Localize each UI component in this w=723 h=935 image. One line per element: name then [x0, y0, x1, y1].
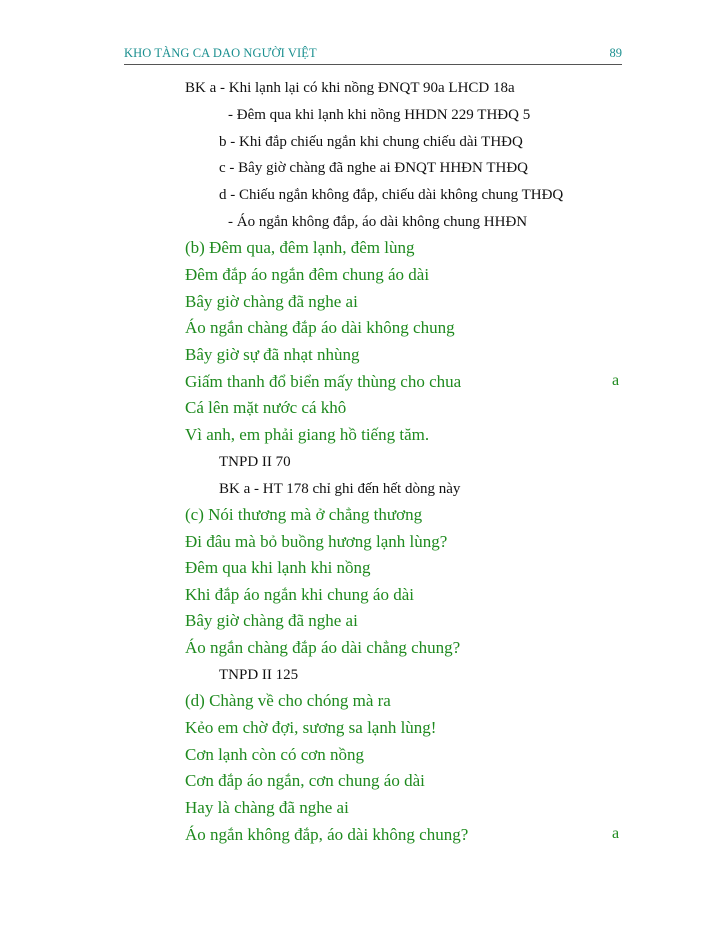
verse-line: Cơn lạnh còn có cơn nồng — [185, 745, 364, 764]
verse-line: Hay là chàng đã nghe ai — [185, 798, 349, 817]
verse-line: Giấm thanh đổ biển mấy thùng cho chua — [185, 372, 462, 391]
verse-line: Áo ngắn chàng đắp áo dài không chung — [185, 318, 455, 337]
variant-note: c - Bây giờ chàng đã nghe ai ĐNQT HHĐN THĐQ — [219, 160, 528, 176]
margin-marker: a — [612, 825, 620, 842]
margin-marker: a — [612, 372, 620, 389]
verse-line: Bây giờ sự đã nhạt nhùng — [185, 345, 360, 364]
verse-line: Áo ngắn chàng đắp áo dài chẳng chung? — [185, 638, 461, 657]
source-note: TNPD II 125 — [219, 667, 299, 683]
running-title: KHO TÀNG CA DAO NGƯỜI VIỆT — [124, 46, 317, 60]
verse-line: Đêm đắp áo ngắn đêm chung áo dài — [185, 265, 430, 284]
verse-line: Kẻo em chờ đợi, sương sa lạnh lùng! — [185, 718, 437, 737]
verse-line: Áo ngắn không đắp, áo dài không chung? — [185, 825, 469, 844]
verse-line: Khi đắp áo ngắn khi chung áo dài — [185, 585, 414, 604]
variant-note: - Áo ngắn không đắp, áo dài không chung HHĐN — [228, 214, 528, 230]
variant-note: d - Chiếu ngắn không đắp, chiếu dài không chung THĐQ — [219, 187, 564, 203]
verse-line: Vì anh, em phải giang hồ tiếng tăm. — [185, 425, 430, 444]
verse-line: Đi đâu mà bỏ buồng hương lạnh lùng? — [185, 532, 448, 551]
verse-line: (c) Nói thương mà ở chẳng thương — [185, 505, 423, 524]
verse-line: Cá lên mặt nước cá khô — [185, 398, 347, 417]
verse-line: Đêm qua khi lạnh khi nồng — [185, 558, 371, 577]
verse-line: Cơn đắp áo ngắn, cơn chung áo dài — [185, 771, 425, 790]
verse-line: Bây giờ chàng đã nghe ai — [185, 611, 358, 630]
variant-note: BK a - Khi lạnh lại có khi nồng ĐNQT 90a LHCD 18a — [185, 80, 515, 96]
verse-line: Bây giờ chàng đã nghe ai — [185, 292, 358, 311]
variant-note: - Đêm qua khi lạnh khi nồng HHDN 229 THĐQ 5 — [228, 107, 531, 123]
source-note: TNPD II 70 — [219, 454, 291, 470]
verse-line: (b) Đêm qua, đêm lạnh, đêm lùng — [185, 238, 415, 257]
page-number: 89 — [609, 46, 622, 60]
variant-note: BK a - HT 178 chỉ ghi đến hết dòng này — [219, 481, 461, 497]
verse-line: (d) Chàng về cho chóng mà ra — [185, 691, 391, 710]
variant-note: b - Khi đắp chiếu ngắn khi chung chiếu dài THĐQ — [219, 134, 523, 150]
page-header — [124, 44, 622, 65]
